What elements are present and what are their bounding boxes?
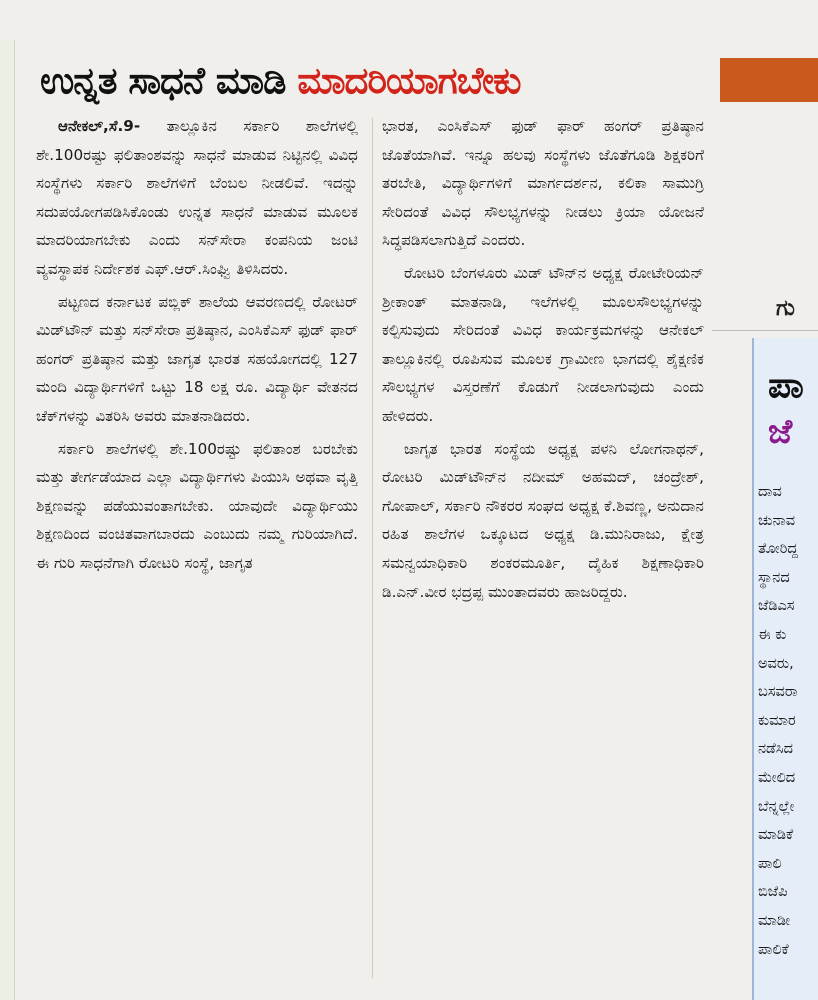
adjacent-headline-1: ಪಾ [768,365,804,406]
adjacent-line: ದಾವ [758,484,782,500]
adjacent-line: ಜೆಡಿಎಸ [758,598,795,615]
column-divider [372,118,373,978]
adjacent-line: ಪಾಲಿಕೆ [758,941,789,958]
adjacent-line: ಪಾಲಿ [758,855,782,872]
headline-part-red: ಮಾದರಿಯಾಗಬೇಕು [297,59,521,102]
adjacent-line: ಬಸವರಾ [758,684,798,701]
paragraph: ಪಟ್ಟಣದ ಕರ್ನಾಟಕ ಪಬ್ಲಿಕ್ ಶಾಲೆಯ ಆವರಣದಲ್ಲಿ ರೋಟರ್ ಮಿಡ್‌ಟೌನ್ ಮತ್ತು ಸನ್‌ಸೇರಾ ಪ್ರತಿಷ್ಠಾನ, ಎಂಸಿಕೆಎಸ್ ಫುಡ್ ಫಾರ್ ಹಂಗರ್ ಪ್ರತಿಷ್ಠಾನ ಮತ್ತು ಜಾಗೃತ ಭಾರತ ಸಹಯೋಗದಲ್ಲಿ 127 ಮಂದಿ ವಿದ್ಯಾರ್ಥಿಗಳಿಗೆ ಒಟ್ಟು 18 ಲಕ್ಷ ರೂ. ವಿದ್ಯಾರ್ಥಿ ವೇತನದ ಚೆಕ್‌ಗಳನ್ನು ವಿತರಿಸಿ ಅವರು ಮಾತನಾಡಿದರು. [36,292,358,425]
paragraph: ಭಾರತ, ಎಂಸಿಕೆಎಸ್ ಫುಡ್ ಫಾರ್ ಹಂಗರ್ ಪ್ರತಿಷ್ಠಾನ ಜೊತೆಯಾಗಿವೆ. ಇನ್ನೂ ಹಲವು ಸಂಸ್ಥೆಗಳು ಜೊತೆಗೂಡಿ ಶಿಕ್ಷಕರಿಗೆ ತರಬೇತಿ, ವಿದ್ಯಾರ್ಥಿಗಳಿಗೆ ಮಾರ್ಗದರ್ಶನ, ಕಲಿಕಾ ಸಾಮುಗ್ರಿ ಸೇರಿದಂತೆ ವಿವಿಧ ಸೌಲಭ್ಯಗಳನ್ನು ನೀಡಲು ಕ್ರಿಯಾ ಯೋಜನೆ ಸಿದ್ಧಪಡಿಸಲಾಗುತ್ತಿದೆ ಎಂದರು. [382,117,704,250]
paragraph: ರೋಟರಿ ಬೆಂಗಳೂರು ಮಿಡ್ ಟೌನ್‌ನ ಅಧ್ಯಕ್ಷ ರೋಟೇರಿಯನ್ ಶ್ರೀಕಾಂತ್ ಮಾತನಾಡಿ, ಇಲೆಗಳಲ್ಲಿ ಮೂಲಸೌಲಭ್ಯಗಳನ್ನು ಕಲ್ಪಿಸುವುದು ಸೇರಿದಂತೆ ವಿವಿಧ ಕಾರ್ಯಕ್ರಮಗಳನ್ನು ಆನೇಕಲ್ ತಾಲ್ಲೂಕಿನಲ್ಲಿ ರೂಪಿಸುವ ಮೂಲಕ ಗ್ರಾಮೀಣ ಭಾಗದಲ್ಲಿ ಶೈಕ್ಷಣಿಕ ಸೌಲಭ್ಯಗಳ ವಿಸ್ತರಣೆಗೆ ಕೊಡುಗೆ ನೀಡಲಾಗುವುದು ಎಂದು ಹೇಳಿದರು. [382,263,704,425]
adjacent-line: ಮಾಡಿಕೆ [758,827,794,844]
adjacent-article-lines [758,478,818,964]
adjacent-line: ಸ್ಥಾನದ [758,569,790,586]
adjacent-line: ಮಾಡೀ [758,912,791,929]
left-margin-strip [0,40,15,1000]
paragraph-text: ತಾಲ್ಲೂಕಿನ ಸರ್ಕಾರಿ ಶಾಲೆಗಳಲ್ಲಿ ಶೇ.100ರಷ್ಟು ಫಲಿತಾಂಶವನ್ನು ಸಾಧನೆ ಮಾಡುವ ನಿಟ್ಟಿನಲ್ಲಿ ವಿವಿಧ ಸಂಸ್ಥೆಗಳು ಸರ್ಕಾರಿ ಶಾಲೆಗಳಿಗೆ ಬೆಂಬಲ ನೀಡಲಿವೆ. ಇದನ್ನು ಸದುಪಯೋಗಪಡಿಸಿಕೊಂಡು ಉನ್ನತ ಸಾಧನೆ ಮಾಡುವ ಮೂಲಕ ಮಾದರಿಯಾಗಬೇಕು ಎಂದು ಸನ್‌ಸೇರಾ ಕಂಪನಿಯ ಜಂಟಿ ವ್ಯವಸ್ಥಾಪಕ ನಿರ್ದೇಶಕ ಎಫ್.ಆರ್.ಸಿಂಘ್ವಿ ತಿಳಿಸಿದರು. [36,117,358,278]
paragraph: ಜಾಗೃತ ಭಾರತ ಸಂಸ್ಥೆಯ ಅಧ್ಯಕ್ಷ ಪಳನಿ ಲೋಗನಾಥನ್, ರೋಟರಿ ಮಿಡ್‌ಟೌನ್‌ನ ನದೀಮ್ ಅಹಮದ್, ಚಂದ್ರೇಶ್, ಗೋಪಾಲ್, ಸರ್ಕಾರಿ ನೌಕರರ ಸಂಘದ ಅಧ್ಯಕ್ಷ ಕೆ.ಶಿವಣ್ಣ, ಅನುದಾನ ರಹಿತ ಶಾಲೆಗಳ ಒಕ್ಕೂಟದ ಅಧ್ಯಕ್ಷ ಡಿ.ಮುನಿರಾಜು, ಕ್ಷೇತ್ರ ಸಮನ್ವಯಾಧಿಕಾರಿ ಶಂಕರಮೂರ್ತಿ, ದೈಹಿಕ ಶಿಕ್ಷಣಾಧಿಕಾರಿ ಡಿ.ಎನ್.ವೀರ ಭದ್ರಪ್ಪ ಮುಂತಾದವರು ಹಾಜರಿದ್ದರು. [382,439,704,601]
adjacent-divider [712,330,818,331]
article-column-1 [36,112,358,982]
adjacent-line: ನಡೆಸಿದ [758,741,793,758]
adjacent-line: ಅವರು, [758,655,794,672]
adjacent-line: ಬೆನ್ನಲ್ಲೇ [758,798,795,815]
headline [40,50,710,112]
adjacent-line: ಮೇಲಿದ [758,769,796,786]
adjacent-line: ಕುಮಾರ [758,712,796,729]
article-body [34,112,706,987]
adjacent-line: ಬಿಜೆಪಿ [758,884,788,901]
paragraph [36,112,358,284]
adjacent-headline-2: ಜೆ [768,412,793,452]
paragraph: ಸರ್ಕಾರಿ ಶಾಲೆಗಳಲ್ಲಿ ಶೇ.100ರಷ್ಟು ಫಲಿತಾಂಶ ಬರಬೇಕು ಮತ್ತು ತೇರ್ಗಡೆಯಾದ ಎಲ್ಲಾ ವಿದ್ಯಾರ್ಥಿಗಳು ಪಿಯುಸಿ ಅಥವಾ ವೃತ್ತಿ ಶಿಕ್ಷಣವನ್ನು ಪಡೆಯುವಂತಾಗಬೇಕು. ಯಾವುದೇ ವಿದ್ಯಾರ್ಥಿಯು ಶಿಕ್ಷಣದಿಂದ ವಂಚಿತವಾಗಬಾರದು ಎಂಬುದು ನಮ್ಮ ಗುರಿಯಾಗಿದೆ. ಈ ಗುರಿ ಸಾಧನೆಗಾಗಿ ರೋಟರಿ ಸಂಸ್ಥೆ, ಜಾಗೃತ [36,439,358,572]
adjacent-orange-band [720,58,818,102]
headline-part-black: ಉನ್ನತ ಸಾಧನೆ ಮಾಡಿ [40,59,286,102]
adjacent-line: ಚುನಾವ [758,512,796,529]
adjacent-line: ತೋರಿದ್ದ [758,541,799,558]
dateline: ಆನೇಕಲ್,ಸೆ.9- [58,117,141,135]
adjacent-article-fragment: ಗು [776,296,795,321]
article-column-2 [382,112,704,982]
adjacent-line: ಈ ಕು [758,626,787,643]
